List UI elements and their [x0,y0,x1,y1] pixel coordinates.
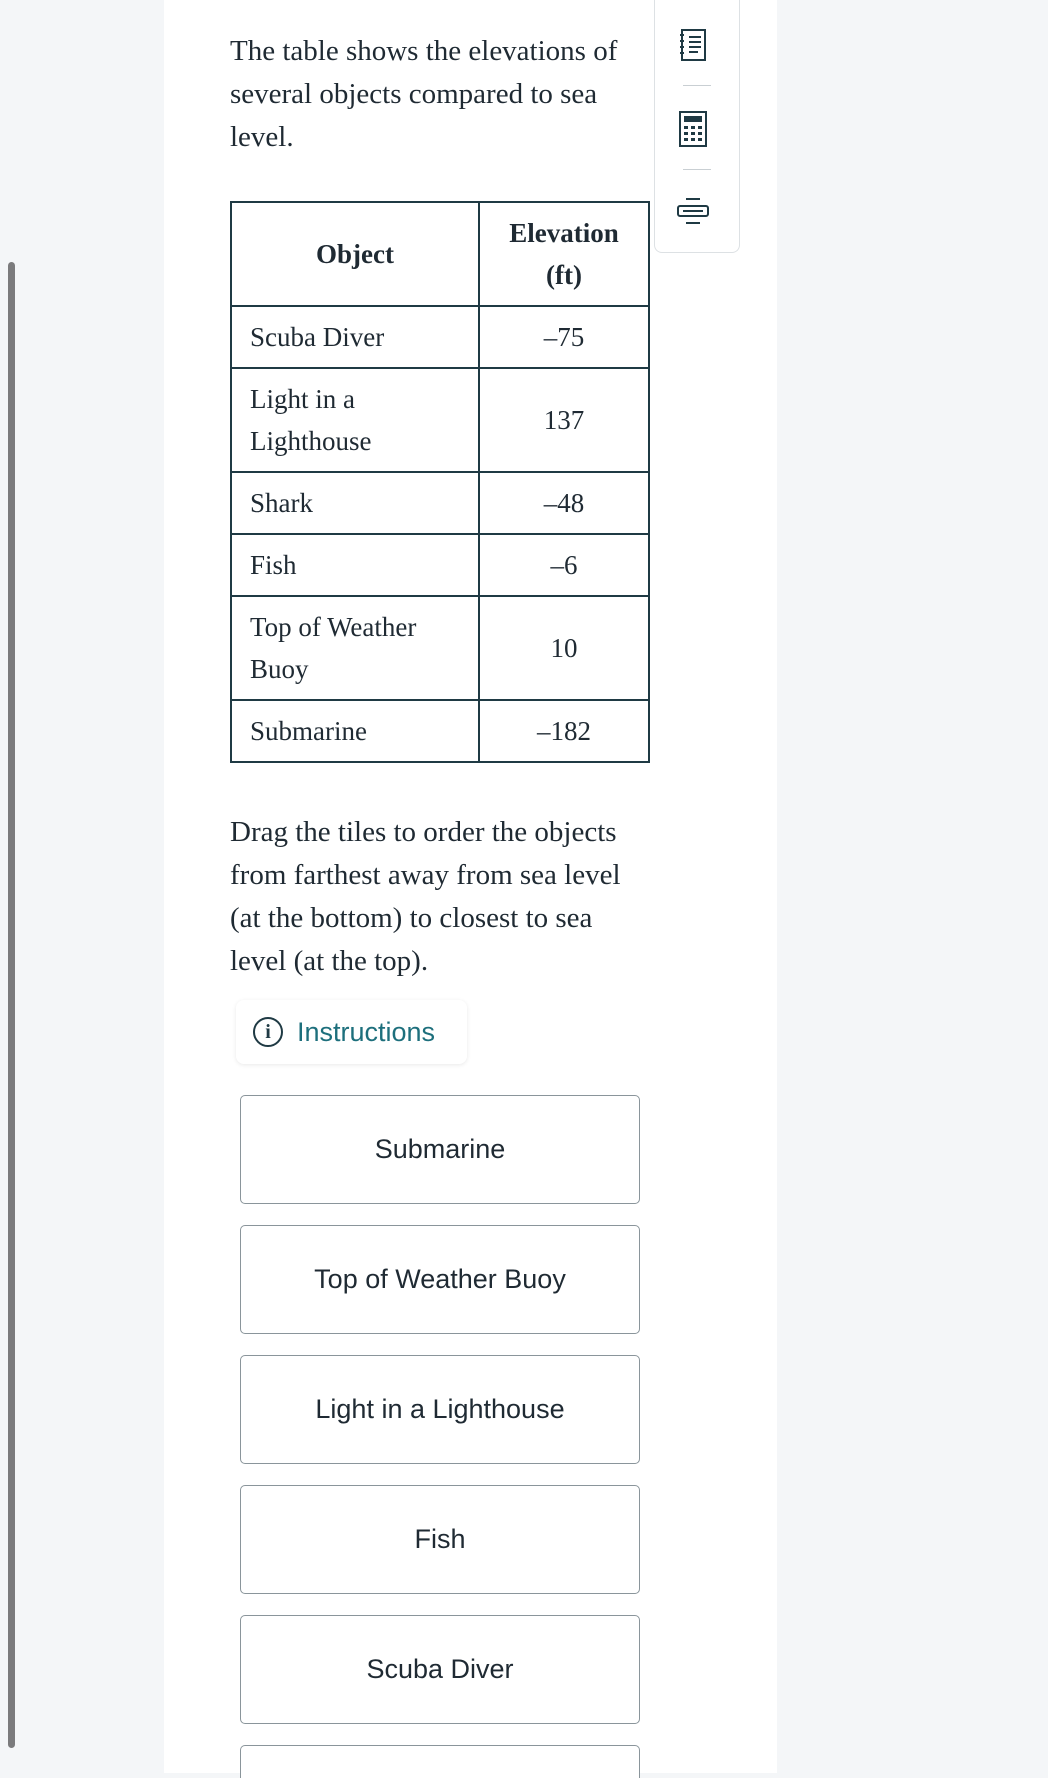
cell-elevation: –75 [479,306,649,368]
table-row [231,700,649,762]
notepad-icon [678,28,708,62]
table-row [231,472,649,534]
header-object: Object [231,202,479,306]
notepad-button[interactable] [658,10,728,80]
instructions-label: Instructions [297,1016,436,1047]
drag-tile[interactable]: Scuba Diver [240,1615,640,1724]
cell-object: Top of Weather Buoy [231,596,479,700]
instructions-button[interactable] [236,1000,467,1064]
drag-tile-partial[interactable] [240,1745,640,1778]
calculator-button[interactable] [658,94,728,164]
drag-tile[interactable]: Submarine [240,1095,640,1204]
drag-tile[interactable]: Fish [240,1485,640,1594]
tools-toolbar [654,0,740,253]
table-row [231,534,649,596]
cell-object: Submarine [231,700,479,762]
toolbar-divider [683,85,711,86]
cell-object: Shark [231,472,479,534]
cell-elevation: –48 [479,472,649,534]
cell-elevation: 137 [479,368,649,472]
table-row [231,306,649,368]
cell-object: Light in a Lighthouse [231,368,479,472]
question-directions: Drag the tiles to order the objects from farthest away from sea level (at the bottom) to closest to sea level (at the top). [230,816,621,977]
page-scrollbar[interactable] [8,262,15,1748]
toolbar-divider [683,169,711,170]
table-header-row [231,202,649,306]
calculator-icon [679,111,707,147]
question-intro: The table shows the elevations of several objects compared to sea level. [230,35,618,153]
info-icon: i [253,1017,283,1047]
table-row [231,596,649,700]
cell-elevation: –6 [479,534,649,596]
cell-elevation: –182 [479,700,649,762]
cell-object: Fish [231,534,479,596]
line-reader-icon [676,197,710,225]
cell-object: Scuba Diver [231,306,479,368]
line-reader-button[interactable] [658,176,728,246]
cell-elevation: 10 [479,596,649,700]
drag-tile[interactable]: Top of Weather Buoy [240,1225,640,1334]
drag-tile[interactable]: Light in a Lighthouse [240,1355,640,1464]
elevation-table [230,201,650,763]
table-row [231,368,649,472]
header-elevation: Elevation (ft) [479,202,649,306]
